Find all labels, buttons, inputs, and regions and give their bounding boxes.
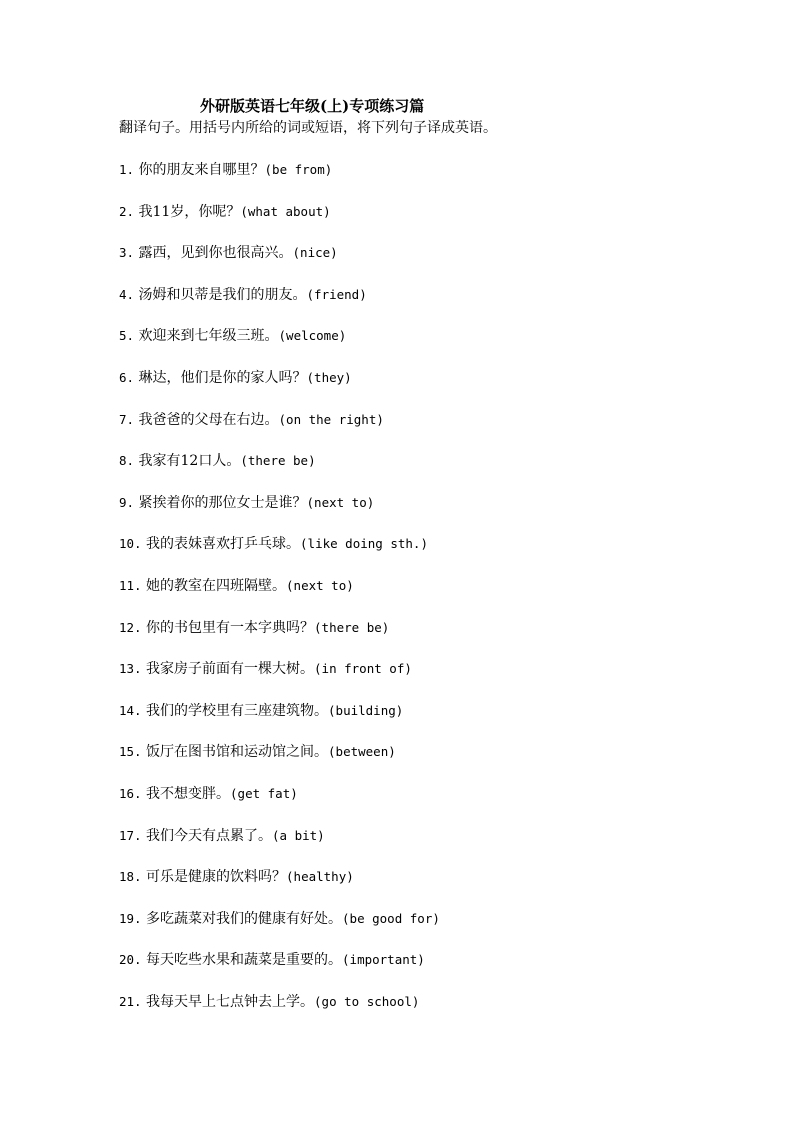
- question-hint: (next to): [286, 577, 354, 593]
- question-hint: (there be): [314, 619, 390, 635]
- question-chinese: 她的教室在四班隔壁。: [146, 577, 287, 594]
- question-hint: (be from): [264, 162, 333, 177]
- page-title: 外研版英语七年级(上)专项练习篇: [200, 97, 425, 115]
- question-number: 12.: [119, 619, 142, 635]
- question-item: [119, 867, 440, 909]
- question-number: 1.: [119, 162, 135, 177]
- question-chinese: 我家有12口人。: [138, 453, 241, 470]
- question-chinese: 可乐是健康的饮料吗？: [146, 869, 287, 886]
- question-hint: (be good for): [342, 910, 440, 926]
- question-item: [119, 909, 440, 951]
- question-number: 10.: [119, 536, 142, 552]
- question-item: [119, 826, 440, 868]
- question-chinese: 你的书包里有一本字典吗？: [146, 619, 315, 636]
- question-hint: (they): [306, 369, 352, 385]
- question-item: [119, 285, 440, 327]
- question-hint: (between): [328, 744, 396, 760]
- question-number: 20.: [119, 952, 142, 968]
- question-number: 11.: [119, 577, 142, 593]
- question-number: 13.: [119, 661, 142, 677]
- question-number: 2.: [119, 203, 135, 219]
- question-hint: (on the right): [278, 411, 384, 427]
- question-number: 9.: [119, 494, 135, 510]
- question-chinese: 我们今天有点累了。: [146, 827, 273, 844]
- question-hint: (important): [342, 952, 425, 968]
- question-item: [119, 493, 440, 535]
- question-hint: (go to school): [314, 993, 420, 1009]
- question-chinese: 琳达，他们是你的家人吗？: [138, 369, 307, 386]
- instruction-text: 翻译句子。用括号内所给的词或短语，将下列句子译成英语。: [119, 120, 497, 136]
- question-number: 21.: [119, 993, 142, 1009]
- question-item: [119, 534, 440, 576]
- question-chinese: 我们的学校里有三座建筑物。: [146, 702, 329, 719]
- question-item: [119, 992, 440, 1034]
- question-hint: (like doing sth.): [300, 536, 428, 552]
- question-chinese: 我每天早上七点钟去上学。: [146, 993, 315, 1010]
- question-number: 6.: [119, 369, 135, 385]
- question-hint: (next to): [306, 494, 375, 510]
- question-item: [119, 410, 440, 452]
- question-item: [119, 618, 440, 660]
- question-chinese: 你的朋友来自哪里？: [138, 162, 265, 178]
- question-number: 15.: [119, 744, 142, 760]
- question-number: 16.: [119, 785, 142, 801]
- question-chinese: 我不想变胖。: [146, 785, 231, 802]
- question-number: 7.: [119, 411, 135, 427]
- question-number: 19.: [119, 910, 142, 926]
- question-chinese: 紧挨着你的那位女士是谁？: [138, 494, 307, 511]
- question-number: 8.: [119, 453, 135, 469]
- question-hint: (in front of): [314, 661, 412, 677]
- question-hint: (what about): [240, 203, 331, 219]
- question-hint: (a bit): [272, 827, 325, 843]
- question-chinese: 多吃蔬菜对我们的健康有好处。: [146, 910, 343, 927]
- question-hint: (get fat): [230, 785, 298, 801]
- question-item: [119, 701, 440, 743]
- question-number: 3.: [119, 245, 135, 261]
- question-hint: (friend): [306, 286, 367, 302]
- question-chinese: 汤姆和贝蒂是我们的朋友。: [138, 286, 307, 303]
- question-item: [119, 326, 440, 368]
- question-item: [119, 784, 440, 826]
- question-number: 4.: [119, 286, 135, 302]
- question-item: [119, 451, 440, 493]
- question-chinese: 我家房子前面有一棵大树。: [146, 661, 315, 678]
- question-hint: (building): [328, 702, 404, 718]
- question-item: [119, 659, 440, 701]
- question-hint: (welcome): [278, 328, 347, 344]
- question-number: 14.: [119, 702, 142, 718]
- question-item: [119, 950, 440, 992]
- question-hint: (there be): [240, 453, 316, 469]
- question-chinese: 我爸爸的父母在右边。: [138, 411, 279, 428]
- question-chinese: 欢迎来到七年级三班。: [138, 328, 279, 345]
- question-hint: (healthy): [286, 869, 354, 885]
- question-item: [119, 368, 440, 410]
- question-chinese: 饭厅在图书馆和运动馆之间。: [146, 744, 329, 761]
- question-item: [119, 576, 440, 618]
- question-chinese: 每天吃些水果和蔬菜是重要的。: [146, 952, 343, 969]
- question-hint: (nice): [292, 245, 338, 261]
- question-item: [119, 243, 440, 285]
- question-item: [119, 160, 440, 202]
- question-chinese: 露西，见到你也很高兴。: [138, 245, 293, 262]
- question-item: [119, 202, 440, 244]
- question-chinese: 我11岁，你呢？: [138, 203, 241, 220]
- question-chinese: 我的表妹喜欢打乒乓球。: [146, 536, 301, 553]
- question-item: [119, 742, 440, 784]
- question-list: [119, 160, 440, 1033]
- question-number: 18.: [119, 869, 142, 885]
- question-number: 5.: [119, 328, 135, 344]
- question-number: 17.: [119, 827, 142, 843]
